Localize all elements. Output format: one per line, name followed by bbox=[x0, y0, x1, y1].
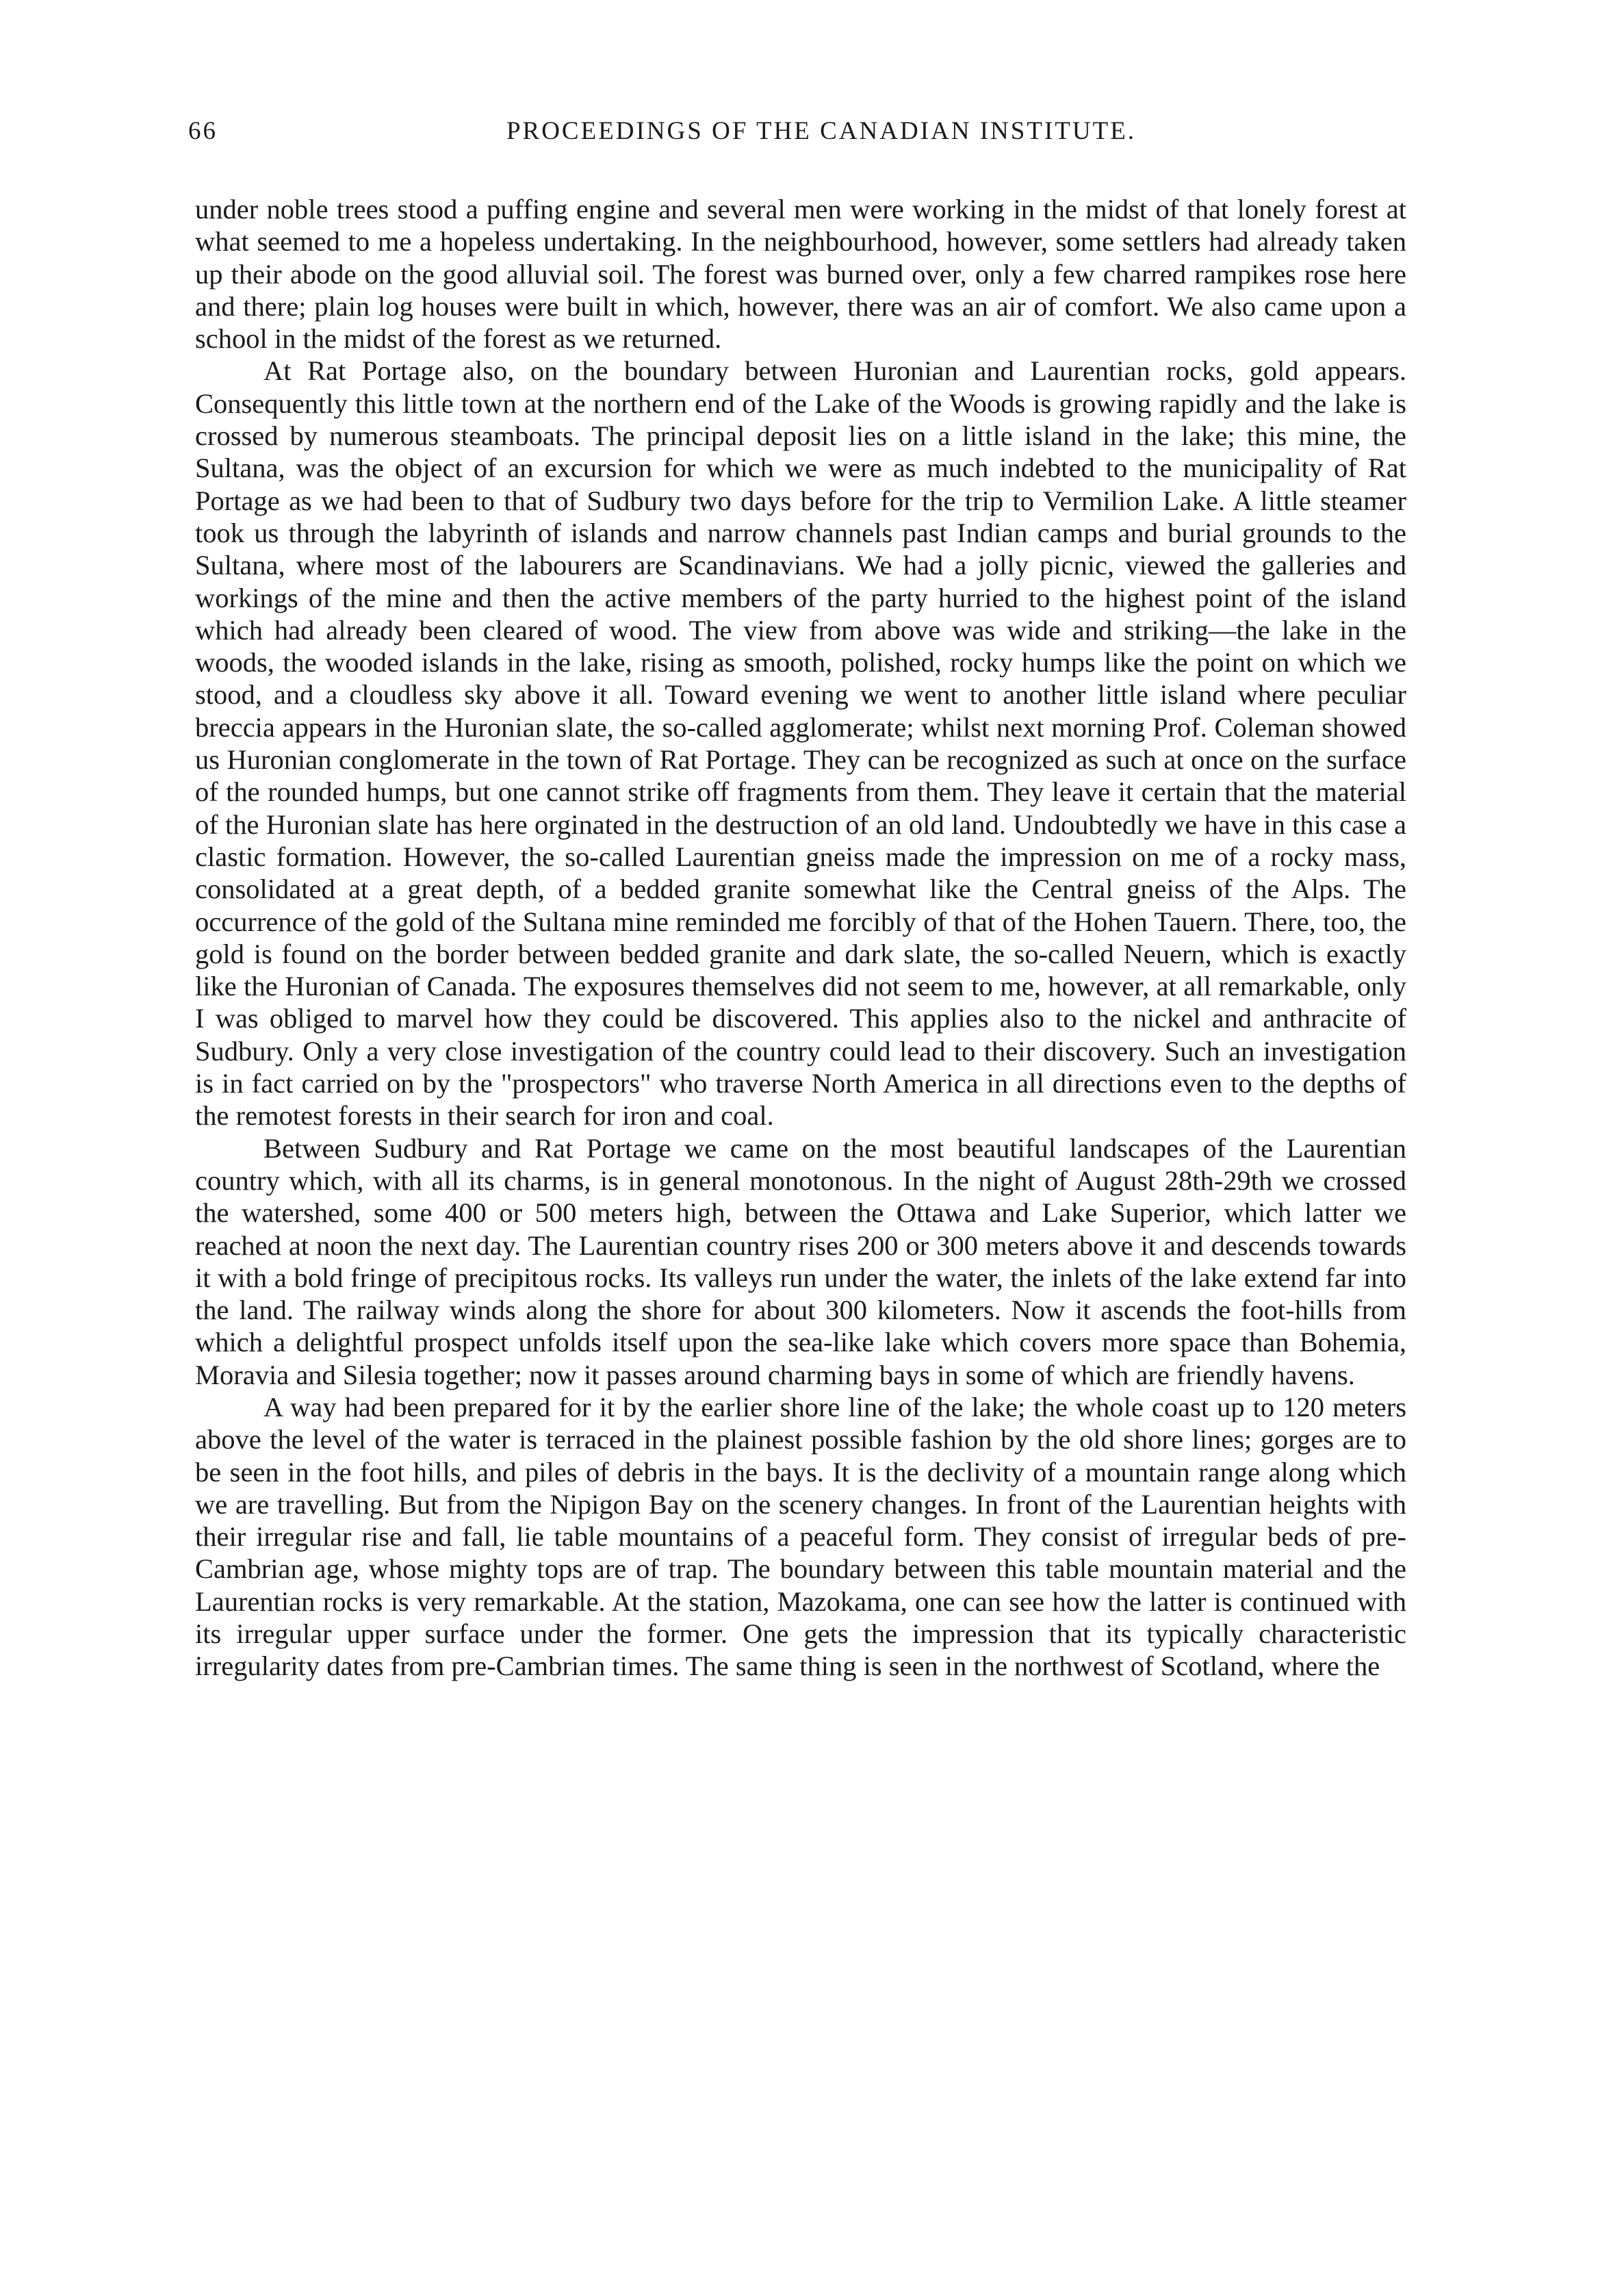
journal-title: PROCEEDINGS OF THE CANADIAN INSTITUTE. bbox=[506, 117, 1137, 145]
running-header bbox=[188, 116, 1406, 164]
paragraph: At Rat Portage also, on the boundary between Huronian and Laurentian rocks, gold appears. Consequently this little town at the northern end of the Lake of the Woods is growing rapidly and the lake is crossed by numerous steamboats. The principal deposit lies on a little island in the lake; this mine, the Sultana, was the object of an excursion for which we were as much indebted to the municipality of Rat Portage as we had been to that of Sudbury two days before for the trip to Vermilion Lake. A little steamer took us through the labyrinth of islands and narrow channels past Indian camps and burial grounds to the Sultana, where most of the labourers are Scandinavians. We had a jolly picnic, viewed the galleries and workings of the mine and then the active members of the party hurried to the highest point of the island which had already been cleared of wood. The view from above was wide and striking—the lake in the woods, the wooded islands in the lake, rising as smooth, polished, rocky humps like the point on which we stood, and a cloudless sky above it all. Toward evening we went to another little island where peculiar breccia appears in the Huronian slate, the so-called agglomerate; whilst next morning Prof. Coleman showed us Huronian conglomerate in the town of Rat Portage. They can be recognized as such at once on the surface of the rounded humps, but one cannot strike off fragments from them. They leave it certain that the material of the Huronian slate has here orginated in the destruction of an old land. Undoubtedly we have in this case a clastic formation. However, the so-called Laurentian gneiss made the impression on me of a rocky mass, consolidated at a great depth, of a bedded granite somewhat like the Central gneiss of the Alps. The occurrence of the gold of the Sultana mine reminded me forcibly of that of the Hohen Tauern. There, too, the gold is found on the border between bedded granite and dark slate, the so-called Neuern, which is exactly like the Huronian of Canada. The exposures themselves did not seem to me, however, at all remarkable, only I was obliged to marvel how they could be discovered. This applies also to the nickel and anthracite of Sudbury. Only a very close investigation of the country could lead to their discovery. Such an investigation is in fact carried on by the "prospectors" who traverse North America in all directions even to the depths of the remotest forests in their search for iron and coal. bbox=[195, 355, 1406, 1132]
paragraph-continued: under noble trees stood a puffing engine and several men were working in the midst of that lonely forest at what seemed to me a hopeless undertaking. In the neighbourhood, however, some settlers had already taken up their abode on the good alluvial soil. The forest was burned over, only a few charred rampikes rose here and there; plain log houses were built in which, however, there was an air of comfort. We also came upon a school in the midst of the forest as we returned. bbox=[195, 194, 1406, 355]
paragraph: A way had been prepared for it by the earlier shore line of the lake; the whole coast up to 120 meters above the level of the water is terraced in the plainest possible fashion by the old shore lines; gorges are to be seen in the foot hills, and piles of debris in the bays. It is the declivity of a mountain range along which we are travelling. But from the Nipigon Bay on the scenery changes. In front of the Laurentian heights with their irregular rise and fall, lie table mountains of a peaceful form. They consist of irregular beds of pre-Cambrian age, whose mighty tops are of trap. The boundary between this table mountain material and the Laurentian rocks is very remarkable. At the station, Mazokama, one can see how the latter is continued with its irregular upper surface under the former. One gets the impression that its typically characteristic irregularity dates from pre-Cambrian times. The same thing is seen in the northwest of Scotland, where the bbox=[195, 1391, 1406, 1682]
paragraph: Between Sudbury and Rat Portage we came on the most beautiful landscapes of the Laurentian country which, with all its charms, is in general monotonous. In the night of August 28th-29th we crossed the watershed, some 400 or 500 meters high, between the Ottawa and Lake Superior, which latter we reached at noon the next day. The Laurentian country rises 200 or 300 meters above it and descends towards it with a bold fringe of precipitous rocks. Its valleys run under the water, the inlets of the lake extend far into the land. The railway winds along the shore for about 300 kilometers. Now it ascends the foot-hills from which a delightful prospect unfolds itself upon the sea-like lake which covers more space than Bohemia, Moravia and Silesia together; now it passes around charming bays in some of which are friendly havens. bbox=[195, 1132, 1406, 1390]
body-text bbox=[195, 193, 1406, 1683]
page-number: 66 bbox=[188, 117, 218, 145]
document-page bbox=[188, 116, 1406, 2252]
